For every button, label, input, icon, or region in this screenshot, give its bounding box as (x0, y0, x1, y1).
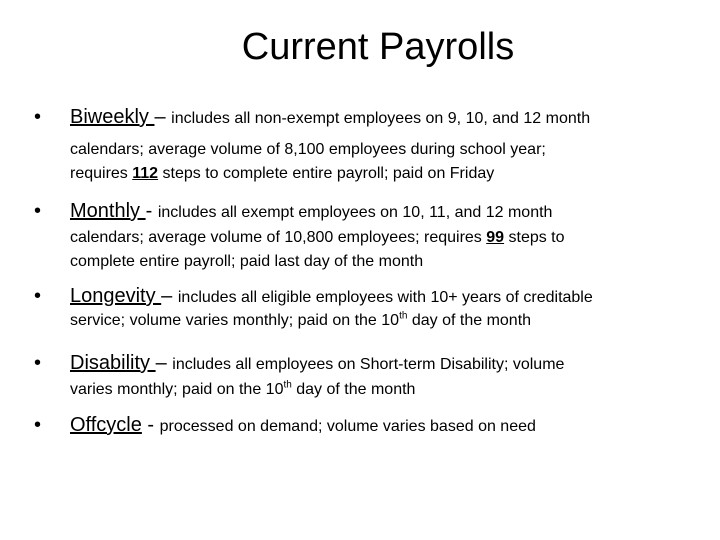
bullet-marker: • (34, 352, 42, 374)
bullet-marker: • (34, 106, 42, 128)
text-span: day of the month (291, 381, 416, 398)
term-separator: – (155, 352, 173, 374)
bullet-item-longevity (34, 283, 694, 333)
bullet-item-biweekly (34, 104, 694, 186)
bullet-marker: • (34, 200, 42, 222)
description-line: processed on demand; volume varies based on need (159, 418, 536, 435)
term-offcycle: Offcycle (70, 414, 142, 436)
continuation-line (70, 226, 694, 250)
text-span: steps to (504, 229, 565, 246)
term-disability: Disability (70, 352, 156, 374)
text-span: steps to complete entire payroll; paid on Friday (158, 165, 495, 182)
bullet-marker: • (34, 285, 42, 307)
continuation-line (70, 309, 694, 333)
text-span: requires (70, 165, 133, 182)
term-separator: – (154, 106, 172, 128)
bullet-item-disability (34, 350, 694, 402)
bullet-marker: • (34, 414, 42, 436)
superscript: th (283, 379, 292, 391)
continuation-line (70, 162, 694, 186)
term-biweekly: Biweekly (70, 106, 155, 128)
bullet-item-offcycle (34, 412, 694, 438)
continuation-text (70, 378, 694, 402)
description-line: includes all exempt employees on 10, 11, and 12 month (157, 204, 553, 221)
slide-title: Current Payrolls (241, 26, 515, 68)
text-span: calendars; average volume of 10,800 employees; requires (70, 229, 487, 246)
bullet-item-monthly (34, 198, 694, 274)
term-separator: - (145, 200, 158, 222)
steps-count: 99 (486, 229, 505, 246)
continuation-text (70, 138, 694, 186)
continuation-text (70, 309, 694, 333)
continuation-line (70, 378, 694, 402)
term-monthly: Monthly (70, 200, 146, 222)
description-line: includes all employees on Short-term Disability; volume (172, 356, 565, 373)
description-line: includes all eligible employees with 10+ years of creditable (177, 289, 593, 306)
term-separator: - (141, 414, 160, 436)
steps-count: 112 (132, 165, 159, 182)
continuation-line: complete entire payroll; paid last day of the month (70, 253, 424, 270)
term-longevity: Longevity (70, 285, 162, 307)
superscript: th (399, 310, 408, 322)
text-span: day of the month (407, 312, 532, 329)
term-separator: – (161, 285, 178, 307)
description-line: includes all non-exempt employees on 9, 10, and 12 month (171, 110, 591, 127)
continuation-line: calendars; average volume of 8,100 employees during school year; (70, 141, 546, 158)
text-span: service; volume varies monthly; paid on the 10 (70, 312, 400, 329)
continuation-text (70, 226, 694, 274)
text-span: varies monthly; paid on the 10 (70, 381, 284, 398)
